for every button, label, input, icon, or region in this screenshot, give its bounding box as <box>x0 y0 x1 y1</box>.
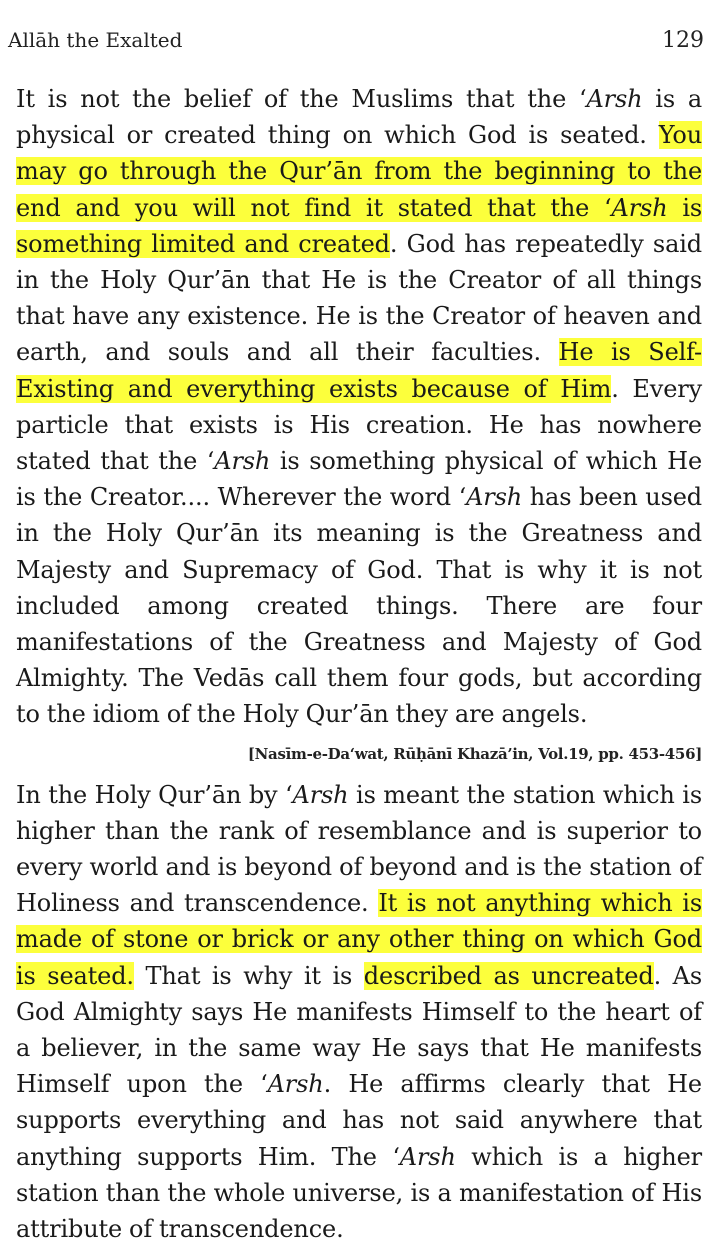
paragraph-1 <box>16 81 702 733</box>
highlighted-text: You may go through the Qur’ān from the beginning to the end and you will not find it stated that the ‘ <box>16 121 702 222</box>
highlight-4: described as uncreated <box>363 961 654 990</box>
italic-term: Arsh <box>214 447 271 476</box>
italic-term: Arsh <box>586 85 643 113</box>
italic-term: Arsh <box>466 483 523 512</box>
text-span: . God has repeatedly said in the Holy Qur’ān that He is the Creator of all things that have any existence. He is the Creator of heaven and earth, and souls and all their faculties. <box>16 229 702 367</box>
italic-term: Arsh <box>611 193 668 222</box>
text-span: . As God Almighty says He manifests Himself to the heart of a believer, in the same way He says that He manifests Himself upon the ‘ <box>16 961 702 1099</box>
page-number: 129 <box>662 28 704 53</box>
italic-term: Arsh <box>292 780 349 809</box>
page-body <box>16 81 702 1247</box>
italic-term: Arsh <box>267 1070 324 1099</box>
paragraph-2 <box>16 777 702 1247</box>
text-span: has been used in the Holy Qur’ān its meaning is the Greatness and Majesty and Supremacy of God. That is why it is not included among created things. There are four manifestations of the Greatness and Majesty of God Almighty. The Vedās call them four gods, but according to the idiom of the Holy Qur’ān they are angels. <box>16 483 702 729</box>
text-span: . He affirms clearly that He supports everything and has not said anywhere that anything supports Him. The ‘ <box>16 1070 702 1171</box>
text-span: It is not the belief of the Muslims that the ‘ <box>16 85 587 113</box>
page-header <box>8 28 704 56</box>
text-span: is meant the station which is higher than the rank of resemblance and is superior to every world and is beyond of beyond and is the station of Holiness and transcendence. <box>16 780 702 918</box>
text-span: is a physical or created thing on which God is seated. <box>16 85 703 150</box>
text-span: is something physical of which He is the Creator.... Wherever the word ‘ <box>16 447 702 512</box>
italic-term: Arsh <box>399 1142 456 1171</box>
highlight-3: It is not anything which is made of stone or brick or any other thing on which God is seated. <box>16 889 702 990</box>
running-title: Allāh the Exalted <box>8 28 183 52</box>
text-span: That is why it is <box>133 961 364 990</box>
text-span: which is a higher station than the whole universe, is a manifestation of His attribute of transcendence. <box>16 1142 702 1244</box>
highlight-2: He is Self-Existing and everything exists because of Him <box>16 338 702 403</box>
citation: [Nasīm-e-Da‘wat, Rūḥānī Khazā’in, Vol.19, pp. 453-456] <box>247 744 702 763</box>
highlighted-text: is something limited and created <box>16 193 703 258</box>
text-span: In the Holy Qur’ān by ‘ <box>16 780 293 809</box>
text-span: . Every particle that exists is His creation. He has nowhere stated that the ‘ <box>16 374 702 476</box>
